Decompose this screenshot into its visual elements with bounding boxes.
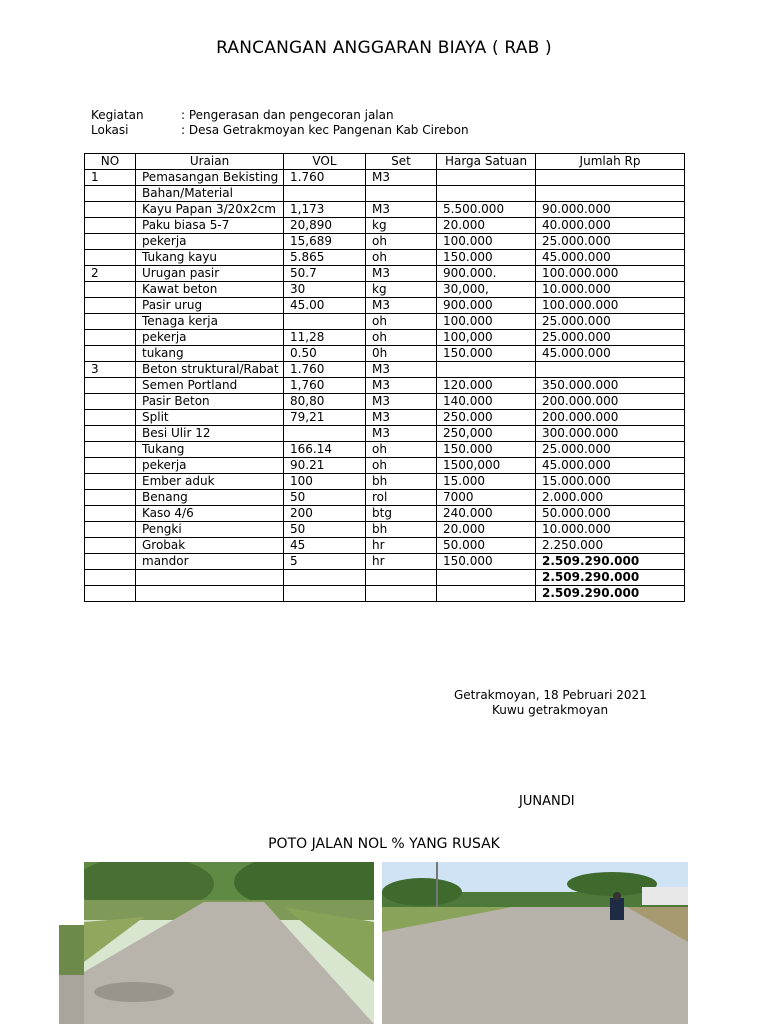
cell-no <box>85 426 136 442</box>
cell-uraian: Ember aduk <box>136 474 284 490</box>
road-photo-1 <box>84 862 374 1024</box>
cell-no <box>85 250 136 266</box>
cell-vol: 45.00 <box>284 298 366 314</box>
cell-no <box>85 554 136 570</box>
cell-jumlah: 2.509.290.000 <box>536 554 685 570</box>
table-row <box>85 314 685 330</box>
cell-set: btg <box>366 506 437 522</box>
lokasi-value: : Desa Getrakmoyan kec Pangenan Kab Cirebon <box>181 123 469 137</box>
document-title: RANCANGAN ANGGARAN BIAYA ( RAB ) <box>216 38 552 58</box>
cell-harga-satuan: 100,000 <box>437 330 536 346</box>
kegiatan-line <box>91 108 394 122</box>
cell-jumlah: 25.000.000 <box>536 234 685 250</box>
cell-jumlah <box>536 170 685 186</box>
cell-no <box>85 474 136 490</box>
cell-uraian: pekerja <box>136 458 284 474</box>
table-row <box>85 426 685 442</box>
cell-uraian: Tukang kayu <box>136 250 284 266</box>
cell-set: M3 <box>366 266 437 282</box>
cell-no <box>85 218 136 234</box>
cell-uraian: Pengki <box>136 522 284 538</box>
cell-harga-satuan: 15.000 <box>437 474 536 490</box>
cell-jumlah: 45.000.000 <box>536 458 685 474</box>
cell-set: oh <box>366 330 437 346</box>
cell-set: hr <box>366 538 437 554</box>
cell-set: M3 <box>366 394 437 410</box>
cell-no <box>85 186 136 202</box>
cell-vol: 1.760 <box>284 170 366 186</box>
header-jumlah: Jumlah Rp <box>536 154 685 170</box>
table-row <box>85 298 685 314</box>
table-row <box>85 442 685 458</box>
table-row <box>85 458 685 474</box>
cell-set: bh <box>366 522 437 538</box>
cell-no <box>85 346 136 362</box>
cell-set <box>366 586 437 602</box>
signature-position: Kuwu getrakmoyan <box>492 703 609 717</box>
table-row <box>85 410 685 426</box>
cell-harga-satuan: 20.000 <box>437 522 536 538</box>
table-row <box>85 330 685 346</box>
cell-uraian: Split <box>136 410 284 426</box>
cell-vol <box>284 314 366 330</box>
cell-harga-satuan: 150.000 <box>437 250 536 266</box>
cell-jumlah: 200.000.000 <box>536 394 685 410</box>
cell-harga-satuan: 250.000 <box>437 410 536 426</box>
cell-no <box>85 298 136 314</box>
cell-set: oh <box>366 442 437 458</box>
table-row <box>85 282 685 298</box>
road-photo-2 <box>382 862 688 1024</box>
cell-uraian: Paku biasa 5-7 <box>136 218 284 234</box>
cell-uraian <box>136 586 284 602</box>
cell-vol <box>284 426 366 442</box>
cell-no <box>85 282 136 298</box>
cell-no <box>85 202 136 218</box>
cell-no <box>85 458 136 474</box>
cell-uraian: Pasir urug <box>136 298 284 314</box>
cell-jumlah: 10.000.000 <box>536 522 685 538</box>
cell-set: bh <box>366 474 437 490</box>
cell-harga-satuan: 7000 <box>437 490 536 506</box>
table-row <box>85 474 685 490</box>
cell-harga-satuan: 150.000 <box>437 442 536 458</box>
cell-jumlah: 2.000.000 <box>536 490 685 506</box>
cell-uraian: Kayu Papan 3/20x2cm <box>136 202 284 218</box>
cell-no: 1 <box>85 170 136 186</box>
table-row <box>85 554 685 570</box>
cell-jumlah: 15.000.000 <box>536 474 685 490</box>
cell-no <box>85 522 136 538</box>
cell-vol: 5 <box>284 554 366 570</box>
cell-uraian: mandor <box>136 554 284 570</box>
cell-vol <box>284 186 366 202</box>
cell-uraian: Grobak <box>136 538 284 554</box>
cell-set: 0h <box>366 346 437 362</box>
cell-jumlah: 45.000.000 <box>536 250 685 266</box>
cell-vol: 50 <box>284 522 366 538</box>
cell-no <box>85 442 136 458</box>
cell-set <box>366 570 437 586</box>
cell-vol: 45 <box>284 538 366 554</box>
cell-uraian: Pasir Beton <box>136 394 284 410</box>
cell-harga-satuan: 1500,000 <box>437 458 536 474</box>
cell-set: M3 <box>366 426 437 442</box>
cell-set <box>366 186 437 202</box>
cell-vol: 79,21 <box>284 410 366 426</box>
cell-set: M3 <box>366 298 437 314</box>
cell-set: oh <box>366 250 437 266</box>
table-header-row <box>85 154 685 170</box>
cell-set: rol <box>366 490 437 506</box>
cell-no <box>85 394 136 410</box>
cell-uraian: Urugan pasir <box>136 266 284 282</box>
cell-vol <box>284 586 366 602</box>
table-row <box>85 538 685 554</box>
cell-uraian: Pemasangan Bekisting <box>136 170 284 186</box>
table-row <box>85 266 685 282</box>
cell-jumlah <box>536 186 685 202</box>
cell-jumlah: 25.000.000 <box>536 442 685 458</box>
cell-no <box>85 234 136 250</box>
cell-vol: 15,689 <box>284 234 366 250</box>
cell-jumlah: 100.000.000 <box>536 298 685 314</box>
cell-vol: 80,80 <box>284 394 366 410</box>
cell-jumlah: 2.509.290.000 <box>536 586 685 602</box>
table-row <box>85 218 685 234</box>
cell-vol: 100 <box>284 474 366 490</box>
cell-uraian: tukang <box>136 346 284 362</box>
cell-jumlah: 50.000.000 <box>536 506 685 522</box>
cell-vol: 1.760 <box>284 362 366 378</box>
cell-set: kg <box>366 282 437 298</box>
cell-vol: 20,890 <box>284 218 366 234</box>
signature-name: JUNANDI <box>519 794 575 809</box>
table-row <box>85 250 685 266</box>
cell-no <box>85 538 136 554</box>
cell-no <box>85 490 136 506</box>
cell-vol: 0.50 <box>284 346 366 362</box>
cell-no: 2 <box>85 266 136 282</box>
lokasi-label: Lokasi <box>91 123 129 137</box>
budget-table <box>84 153 685 602</box>
header-vol: VOL <box>284 154 366 170</box>
table-row <box>85 378 685 394</box>
cell-harga-satuan: 100.000 <box>437 314 536 330</box>
cell-vol: 166.14 <box>284 442 366 458</box>
cell-set: M3 <box>366 170 437 186</box>
table-row <box>85 346 685 362</box>
cell-uraian: Tenaga kerja <box>136 314 284 330</box>
cell-jumlah: 25.000.000 <box>536 314 685 330</box>
cell-harga-satuan: 30,000, <box>437 282 536 298</box>
cell-vol <box>284 570 366 586</box>
cell-jumlah: 90.000.000 <box>536 202 685 218</box>
table-row <box>85 170 685 186</box>
table-row <box>85 586 685 602</box>
signature-place-date: Getrakmoyan, 18 Pebruari 2021 <box>454 688 647 702</box>
cell-harga-satuan: 150.000 <box>437 554 536 570</box>
cell-uraian: pekerja <box>136 234 284 250</box>
cell-uraian: Tukang <box>136 442 284 458</box>
kegiatan-value: : Pengerasan dan pengecoran jalan <box>181 108 394 122</box>
header-harga-satuan: Harga Satuan <box>437 154 536 170</box>
table-row <box>85 362 685 378</box>
cell-vol: 1,173 <box>284 202 366 218</box>
cell-jumlah: 25.000.000 <box>536 330 685 346</box>
cell-harga-satuan <box>437 186 536 202</box>
header-uraian: Uraian <box>136 154 284 170</box>
header-no: NO <box>85 154 136 170</box>
cell-jumlah: 2.509.290.000 <box>536 570 685 586</box>
cell-harga-satuan: 5.500.000 <box>437 202 536 218</box>
cell-uraian: Benang <box>136 490 284 506</box>
table-row <box>85 394 685 410</box>
cell-set: M3 <box>366 410 437 426</box>
cell-harga-satuan: 240.000 <box>437 506 536 522</box>
cell-harga-satuan: 20.000 <box>437 218 536 234</box>
cell-uraian: Besi Ulir 12 <box>136 426 284 442</box>
cell-jumlah <box>536 362 685 378</box>
table-row <box>85 234 685 250</box>
cell-no <box>85 586 136 602</box>
cell-set: oh <box>366 234 437 250</box>
cell-set: M3 <box>366 378 437 394</box>
cell-set: M3 <box>366 202 437 218</box>
cell-set: oh <box>366 458 437 474</box>
cell-jumlah: 100.000.000 <box>536 266 685 282</box>
cell-set: oh <box>366 314 437 330</box>
cell-uraian: Kaso 4/6 <box>136 506 284 522</box>
cell-no <box>85 570 136 586</box>
cell-no <box>85 378 136 394</box>
cell-vol: 1,760 <box>284 378 366 394</box>
cell-harga-satuan: 250,000 <box>437 426 536 442</box>
cell-jumlah: 40.000.000 <box>536 218 685 234</box>
cell-vol: 11,28 <box>284 330 366 346</box>
cell-uraian: Beton struktural/Rabat <box>136 362 284 378</box>
cell-vol: 5.865 <box>284 250 366 266</box>
photo-caption: POTO JALAN NOL % YANG RUSAK <box>268 836 500 852</box>
cell-uraian <box>136 570 284 586</box>
cell-harga-satuan: 120.000 <box>437 378 536 394</box>
cell-uraian: Semen Portland <box>136 378 284 394</box>
cell-harga-satuan <box>437 570 536 586</box>
cell-jumlah: 45.000.000 <box>536 346 685 362</box>
cell-set: kg <box>366 218 437 234</box>
road-photo-1-edge <box>59 925 84 1024</box>
cell-uraian: Kawat beton <box>136 282 284 298</box>
cell-harga-satuan <box>437 170 536 186</box>
cell-uraian: pekerja <box>136 330 284 346</box>
cell-vol: 200 <box>284 506 366 522</box>
cell-harga-satuan <box>437 362 536 378</box>
cell-harga-satuan: 140.000 <box>437 394 536 410</box>
cell-harga-satuan: 900.000. <box>437 266 536 282</box>
cell-jumlah: 350.000.000 <box>536 378 685 394</box>
cell-uraian: Bahan/Material <box>136 186 284 202</box>
table-row <box>85 570 685 586</box>
cell-jumlah: 10.000.000 <box>536 282 685 298</box>
cell-harga-satuan: 150.000 <box>437 346 536 362</box>
cell-harga-satuan: 900.000 <box>437 298 536 314</box>
header-set: Set <box>366 154 437 170</box>
cell-set: hr <box>366 554 437 570</box>
cell-jumlah: 2.250.000 <box>536 538 685 554</box>
cell-no <box>85 314 136 330</box>
kegiatan-label: Kegiatan <box>91 108 144 122</box>
cell-harga-satuan <box>437 586 536 602</box>
cell-no <box>85 410 136 426</box>
cell-harga-satuan: 100.000 <box>437 234 536 250</box>
table-row <box>85 506 685 522</box>
cell-jumlah: 300.000.000 <box>536 426 685 442</box>
cell-vol: 50.7 <box>284 266 366 282</box>
table-row <box>85 522 685 538</box>
table-row <box>85 202 685 218</box>
cell-vol: 50 <box>284 490 366 506</box>
cell-set: M3 <box>366 362 437 378</box>
lokasi-line <box>91 123 469 137</box>
cell-harga-satuan: 50.000 <box>437 538 536 554</box>
cell-vol: 30 <box>284 282 366 298</box>
cell-no: 3 <box>85 362 136 378</box>
cell-jumlah: 200.000.000 <box>536 410 685 426</box>
cell-no <box>85 330 136 346</box>
table-row <box>85 186 685 202</box>
cell-no <box>85 506 136 522</box>
table-row <box>85 490 685 506</box>
cell-vol: 90.21 <box>284 458 366 474</box>
